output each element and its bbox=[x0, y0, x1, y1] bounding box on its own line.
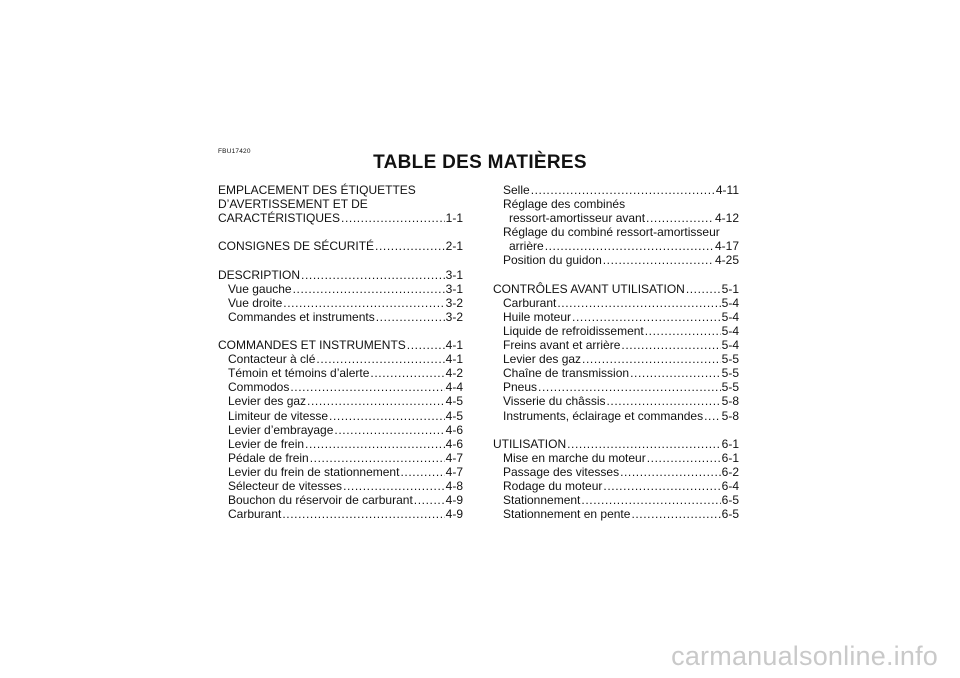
dot-leader bbox=[414, 493, 445, 507]
dot-leader bbox=[376, 310, 445, 324]
toc-entry[interactable] bbox=[493, 352, 739, 366]
toc-entry-title: Commodos bbox=[228, 380, 290, 395]
toc-heading-line bbox=[218, 197, 463, 211]
toc-entry-title: Vue droite bbox=[228, 295, 283, 310]
toc-entry[interactable] bbox=[493, 239, 739, 253]
toc-entry[interactable] bbox=[218, 380, 463, 394]
toc-entry[interactable] bbox=[493, 310, 739, 324]
toc-entry-title: ressort-amortisseur avant bbox=[509, 211, 646, 226]
dot-leader bbox=[307, 394, 445, 408]
toc-entry[interactable] bbox=[493, 465, 739, 479]
toc-heading-line bbox=[493, 225, 739, 239]
toc-entry-title: UTILISATION bbox=[493, 436, 567, 451]
watermark: carmanualsonline.info bbox=[671, 641, 938, 671]
dot-leader bbox=[582, 352, 721, 366]
toc-page-number: 3-2 bbox=[445, 309, 463, 324]
toc-entry-title: Levier du frein de stationnement bbox=[228, 464, 400, 479]
dot-leader bbox=[370, 366, 444, 380]
toc-entry[interactable] bbox=[218, 394, 463, 408]
dot-leader bbox=[630, 366, 721, 380]
toc-entry[interactable] bbox=[218, 465, 463, 479]
toc-entry[interactable] bbox=[218, 211, 463, 225]
toc-entry-title: Sélecteur de vitesses bbox=[228, 478, 343, 493]
toc-entry-title: CONTRÔLES AVANT UTILISATION bbox=[493, 281, 685, 296]
toc-entry[interactable] bbox=[218, 296, 463, 310]
toc-entry[interactable] bbox=[218, 493, 463, 507]
toc-entry[interactable] bbox=[493, 211, 739, 225]
toc-entry-title: Commandes et instruments bbox=[228, 309, 375, 324]
toc-page-number: 4-5 bbox=[445, 408, 463, 423]
toc-entry[interactable] bbox=[218, 437, 463, 451]
toc-page-number: 4-7 bbox=[445, 450, 463, 465]
toc-page-number: 5-8 bbox=[721, 408, 739, 423]
toc-entry-title: Témoin et témoins d’alerte bbox=[228, 366, 370, 381]
toc-page-number: 5-4 bbox=[721, 295, 739, 310]
toc-page-number: 5-8 bbox=[721, 394, 739, 409]
toc-page-number: 6-5 bbox=[721, 507, 739, 522]
toc-entry-title: Levier de frein bbox=[228, 436, 305, 451]
toc-entry-title: Réglage du combiné ressort-amortisseur bbox=[503, 225, 720, 240]
dot-leader bbox=[607, 394, 721, 408]
toc-entry[interactable] bbox=[493, 183, 739, 197]
toc-right-column bbox=[493, 183, 739, 521]
toc-entry-title: Rodage du moteur bbox=[503, 478, 603, 493]
dot-leader bbox=[572, 310, 721, 324]
dot-leader bbox=[334, 423, 444, 437]
toc-entry-title: D’AVERTISSEMENT ET DE bbox=[218, 197, 368, 212]
toc-page-number: 4-1 bbox=[445, 352, 463, 367]
dot-leader bbox=[620, 465, 721, 479]
toc-entry[interactable] bbox=[218, 409, 463, 423]
toc-entry-title: Huile moteur bbox=[503, 309, 572, 324]
toc-page-number: 5-4 bbox=[721, 323, 739, 338]
dot-leader bbox=[686, 282, 721, 296]
dot-leader bbox=[646, 211, 714, 225]
toc-page-number: 5-5 bbox=[721, 352, 739, 367]
toc-page-number: 4-25 bbox=[714, 253, 739, 268]
toc-entry[interactable] bbox=[218, 268, 463, 282]
toc-entry-title: Passage des vitesses bbox=[503, 464, 620, 479]
dot-leader bbox=[341, 211, 445, 225]
toc-page-number: 4-17 bbox=[714, 239, 739, 254]
toc-page-number: 4-2 bbox=[445, 366, 463, 381]
toc-page-number: 5-4 bbox=[721, 338, 739, 353]
toc-entry-title: Contacteur à clé bbox=[228, 352, 316, 367]
toc-entry-title: Stationnement en pente bbox=[503, 507, 631, 522]
toc-entry-title: EMPLACEMENT DES ÉTIQUETTES bbox=[218, 183, 416, 197]
toc-page-number: 4-11 bbox=[715, 183, 739, 197]
dot-leader bbox=[310, 451, 445, 465]
toc-entry[interactable] bbox=[218, 366, 463, 380]
toc-page-number: 6-1 bbox=[721, 436, 739, 451]
toc-entry[interactable] bbox=[218, 451, 463, 465]
toc-page-number: 5-5 bbox=[721, 380, 739, 395]
toc-page-number: 2-1 bbox=[445, 239, 463, 254]
toc-entry[interactable] bbox=[218, 479, 463, 493]
toc-entry-title: CONSIGNES DE SÉCURITÉ bbox=[218, 239, 375, 254]
toc-page-number: 4-12 bbox=[714, 211, 739, 226]
dot-leader bbox=[301, 268, 445, 282]
toc-entry-title: Selle bbox=[503, 183, 530, 197]
toc-page-number: 5-1 bbox=[721, 281, 739, 296]
toc-entry-title: Levier d’embrayage bbox=[228, 422, 334, 437]
toc-entry-title: Levier des gaz bbox=[503, 352, 582, 367]
page-title: TABLE DES MATIÈRES bbox=[373, 152, 587, 173]
toc-page-number: 1-1 bbox=[445, 211, 463, 226]
toc-entry[interactable] bbox=[493, 338, 739, 352]
toc-entry-title: Freins avant et arrière bbox=[503, 338, 621, 353]
toc-page-number: 4-9 bbox=[445, 493, 463, 508]
dot-leader bbox=[316, 352, 444, 366]
toc-entry-title: Instruments, éclairage et commandes bbox=[503, 408, 704, 423]
dot-leader bbox=[283, 296, 444, 310]
dot-leader bbox=[538, 380, 721, 394]
toc-entry[interactable] bbox=[493, 479, 739, 493]
toc-entry-title: Vue gauche bbox=[228, 281, 292, 296]
toc-spacer bbox=[218, 253, 463, 267]
toc-page-number: 6-4 bbox=[721, 478, 739, 493]
toc-page-number: 4-8 bbox=[445, 478, 463, 493]
dot-leader bbox=[621, 338, 720, 352]
toc-entry[interactable] bbox=[493, 507, 739, 521]
toc-spacer bbox=[218, 225, 463, 239]
toc-page-number: 6-5 bbox=[721, 493, 739, 508]
toc-page-number: 6-1 bbox=[721, 450, 739, 465]
dot-leader bbox=[603, 479, 720, 493]
toc-entry[interactable] bbox=[218, 352, 463, 366]
dot-leader bbox=[603, 253, 714, 267]
dot-leader bbox=[645, 324, 721, 338]
dot-leader bbox=[545, 239, 714, 253]
dot-leader bbox=[647, 451, 721, 465]
toc-entry-title: COMMANDES ET INSTRUMENTS bbox=[218, 338, 406, 353]
toc-entry[interactable] bbox=[493, 324, 739, 338]
dot-leader bbox=[407, 338, 445, 352]
toc-entry[interactable] bbox=[493, 451, 739, 465]
toc-spacer bbox=[493, 268, 739, 282]
toc-page-number: 4-7 bbox=[445, 464, 463, 479]
dot-leader bbox=[557, 296, 720, 310]
dot-leader bbox=[581, 493, 720, 507]
toc-entry-title: Carburant bbox=[228, 507, 282, 522]
toc-entry-title: Pneus bbox=[503, 380, 538, 395]
toc-entry-title: Mise en marche du moteur bbox=[503, 450, 646, 465]
toc-page-number: 4-6 bbox=[445, 436, 463, 451]
toc-entry-title: Position du guidon bbox=[503, 253, 602, 268]
dot-leader bbox=[290, 380, 444, 394]
toc-entry-title: Limiteur de vitesse bbox=[228, 408, 329, 423]
dot-leader bbox=[704, 409, 721, 423]
document-code: FBU17420 bbox=[218, 148, 251, 155]
toc-entry[interactable] bbox=[218, 239, 463, 253]
toc-spacer bbox=[218, 324, 463, 338]
dot-leader bbox=[343, 479, 445, 493]
toc-page-number: 5-4 bbox=[721, 309, 739, 324]
dot-leader bbox=[282, 507, 444, 521]
dot-leader bbox=[567, 437, 721, 451]
toc-page-number: 3-1 bbox=[445, 267, 463, 282]
toc-heading-line bbox=[493, 197, 739, 211]
toc-entry-title: Levier des gaz bbox=[228, 394, 307, 409]
dot-leader bbox=[375, 239, 445, 253]
dot-leader bbox=[531, 183, 715, 197]
toc-page-number: 3-2 bbox=[445, 295, 463, 310]
toc-entry[interactable] bbox=[493, 253, 739, 267]
dot-leader bbox=[293, 282, 445, 296]
toc-left-column bbox=[218, 183, 463, 521]
toc-entry[interactable] bbox=[493, 296, 739, 310]
toc-page-number: 4-4 bbox=[445, 380, 463, 395]
toc-page-number: 6-2 bbox=[721, 464, 739, 479]
dot-leader bbox=[631, 507, 720, 521]
toc-page-number: 5-5 bbox=[721, 366, 739, 381]
toc-entry-title: Réglage des combinés bbox=[503, 197, 626, 212]
toc-entry[interactable] bbox=[493, 394, 739, 408]
toc-entry[interactable] bbox=[493, 493, 739, 507]
toc-entry-title: Chaîne de transmission bbox=[503, 366, 630, 381]
toc-entry[interactable] bbox=[218, 282, 463, 296]
dot-leader bbox=[305, 437, 445, 451]
dot-leader bbox=[329, 409, 445, 423]
toc-page-number: 4-9 bbox=[445, 507, 463, 522]
toc-page-number: 3-1 bbox=[445, 281, 463, 296]
toc-entry-title: Bouchon du réservoir de carburant bbox=[228, 493, 413, 508]
toc-entry-title: arrière bbox=[509, 239, 544, 254]
toc-entry[interactable] bbox=[493, 366, 739, 380]
toc-entry[interactable] bbox=[493, 409, 739, 423]
toc-entry[interactable] bbox=[218, 423, 463, 437]
toc-entry[interactable] bbox=[218, 310, 463, 324]
toc-entry-title: CARACTÉRISTIQUES bbox=[218, 211, 341, 226]
toc-entry[interactable] bbox=[218, 338, 463, 352]
toc-entry[interactable] bbox=[493, 437, 739, 451]
dot-leader bbox=[400, 465, 444, 479]
toc-entry-title: DESCRIPTION bbox=[218, 267, 301, 282]
toc-entry-title: Liquide de refroidissement bbox=[503, 323, 644, 338]
toc-entry[interactable] bbox=[218, 507, 463, 521]
toc-page-number: 4-1 bbox=[445, 338, 463, 353]
toc-entry-title: Stationnement bbox=[503, 493, 581, 508]
toc-entry-title: Pédale de frein bbox=[228, 450, 309, 465]
toc-entry-title: Visserie du châssis bbox=[503, 394, 606, 409]
toc-entry-title: Carburant bbox=[503, 295, 557, 310]
toc-entry[interactable] bbox=[493, 282, 739, 296]
toc-spacer bbox=[493, 423, 739, 437]
toc-page-number: 4-5 bbox=[445, 394, 463, 409]
toc-entry[interactable] bbox=[493, 380, 739, 394]
toc-heading-line bbox=[218, 183, 463, 197]
toc-page-number: 4-6 bbox=[445, 422, 463, 437]
